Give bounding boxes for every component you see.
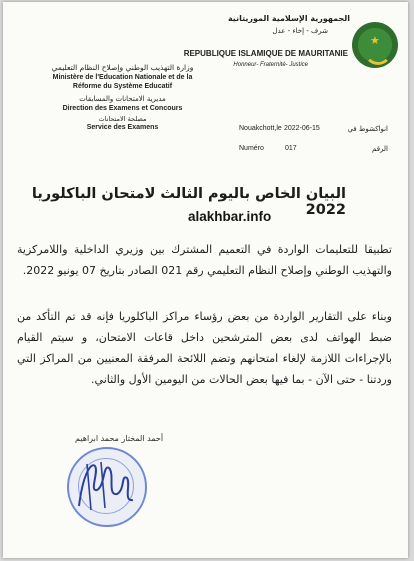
date-value: 2022-06-15: [284, 125, 320, 132]
header-fr-motto: Honneur- Fraternité- Justice: [233, 62, 308, 68]
paragraph-2: وبناء على التقارير الواردة من بعض رؤساء مراكز الباكلوريا فإنه قد تم التأكد من ضبط الهواتف لدى بعض المترشحين داخل قاعات الامتحان، و سيتم القيام بالإجراءات اللازمة لإلغاء امتحانهم وتضم اللائحة المرفقة المعنيين من المراكز التي وردتنا - حتى الآن - بما فيها بعض الحالات من اليومين الأول والثاني.: [17, 310, 392, 386]
number-label-fr: Numéro: [239, 145, 264, 152]
watermark: alakhbar.info: [188, 209, 272, 224]
header-fr-ministry-line2: Réforme du Système Educatif: [72, 83, 173, 90]
document-page: [3, 2, 408, 558]
header-fr-ministry-line1: Ministère de l'Education Nationale et de la: [52, 74, 193, 81]
signer-name: أحمد المختار محمد ابراهيم: [75, 434, 164, 443]
handwritten-signature-icon: [61, 444, 151, 524]
header-ar-motto: شرف - إخاء - عدل: [272, 27, 328, 35]
document-title: البيان الخاص باليوم الثالث لامتحان الباكلوريا 2022: [31, 186, 346, 218]
header-ar-service: مصلحة الامتحانات: [98, 115, 147, 123]
number-label-ar: الرقم: [372, 145, 388, 153]
number-value: 017: [285, 145, 297, 152]
header-fr-service: Service des Examens: [86, 124, 159, 131]
header-ar-republic: الجمهورية الإسلامية الموريتانية: [227, 14, 350, 23]
header-ar-ministry: وزارة التهذيب الوطني وإصلاح النظام التعليمي: [51, 63, 194, 72]
date-label-ar: انواكشوط في: [347, 125, 388, 133]
date-label-fr: Nouakchott,le: [239, 125, 282, 132]
paragraph-1: تطبيقا للتعليمات الواردة في التعميم المشترك بين وزيري الداخلية واللامركزية والتهذيب الوطني وإصلاح النظام التعليمي رقم 021 الصادر بتاريخ 07 يونيو 2022.: [17, 243, 392, 277]
header-fr-republic: REPUBLIQUE ISLAMIQUE DE MAURITANIE: [183, 49, 348, 58]
header-ar-direction: مديرية الامتحانات والمسابقات: [79, 95, 166, 103]
national-emblem-icon: ★: [352, 22, 398, 68]
header-fr-direction: Direction des Examens et Concours: [62, 105, 183, 112]
